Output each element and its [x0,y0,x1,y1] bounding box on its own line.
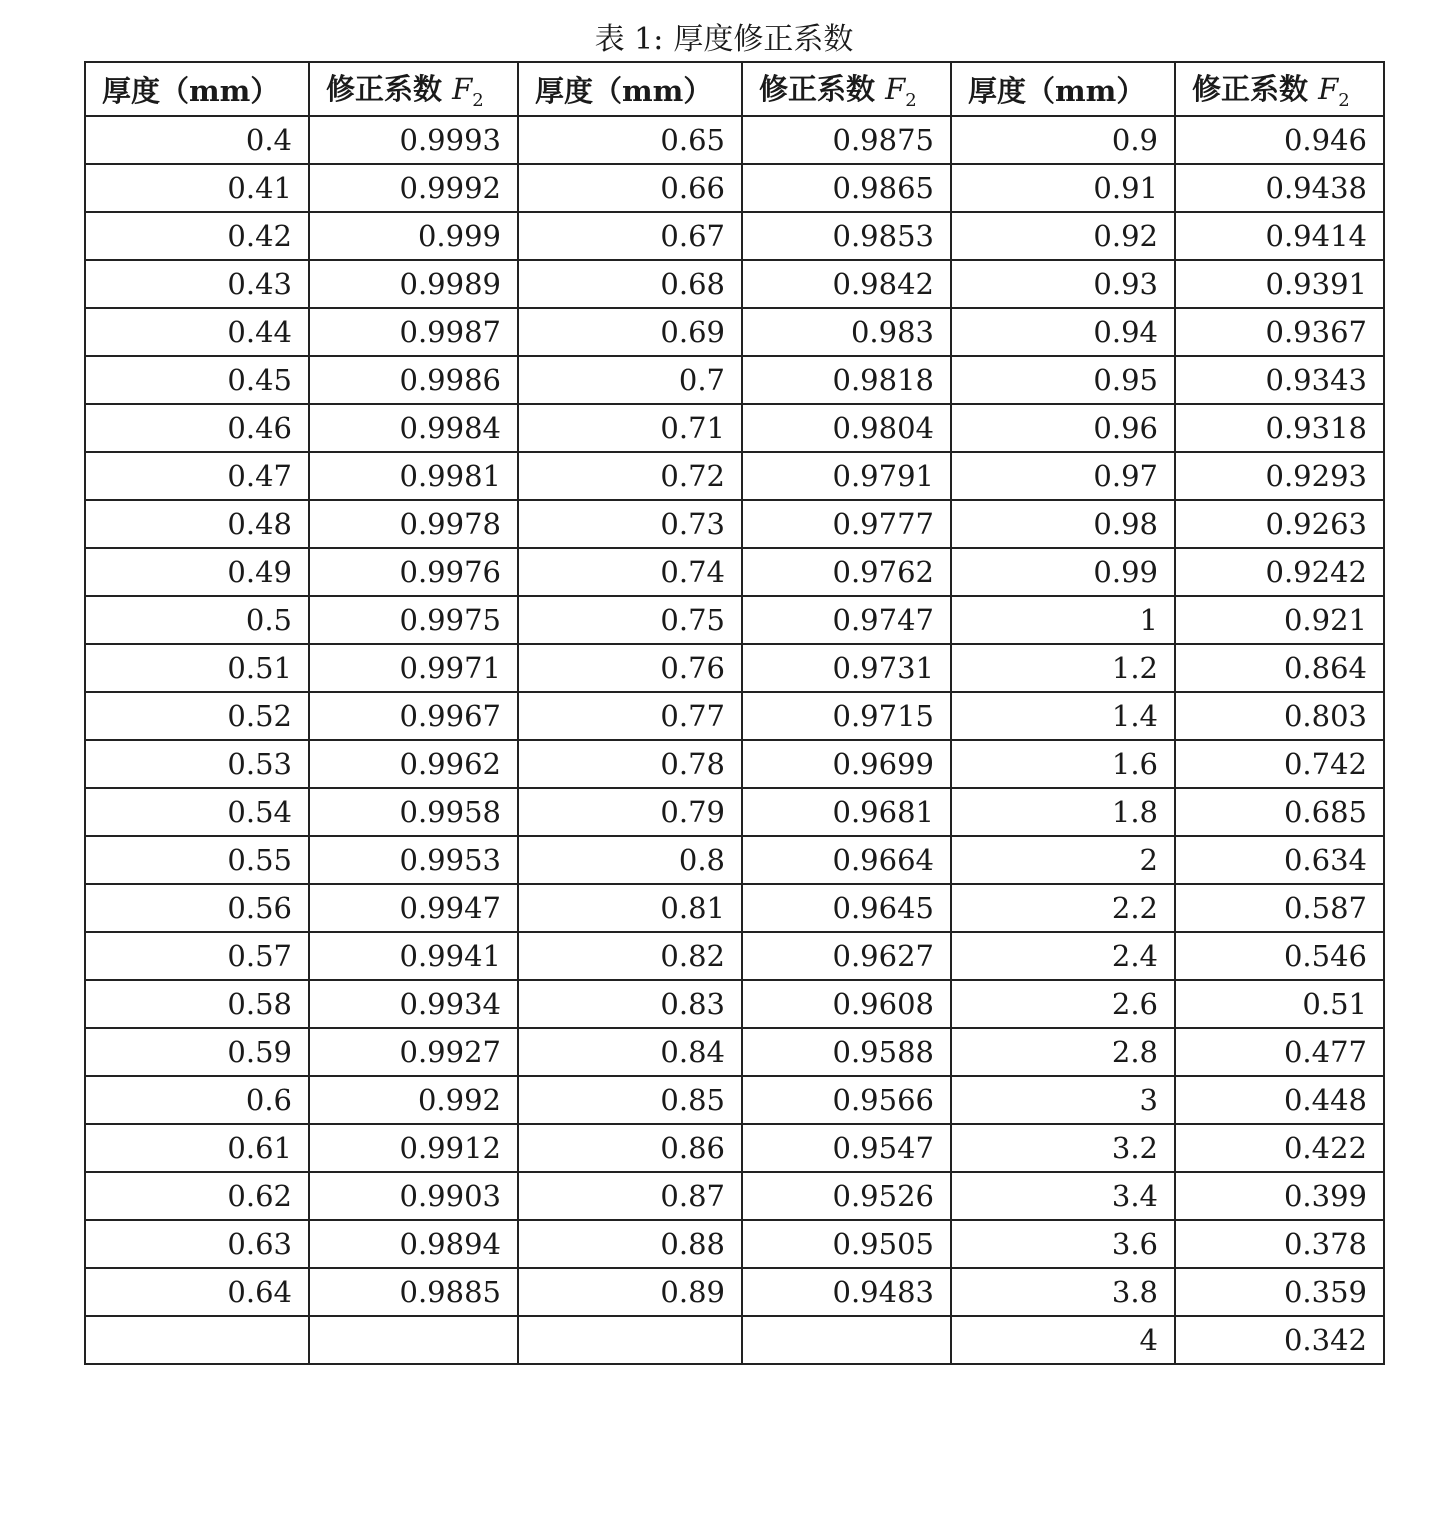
thickness-cell: 0.46 [85,404,309,452]
factor-cell [309,1316,518,1364]
column-header-label: 厚度（mm） [102,73,280,108]
thickness-cell: 0.69 [518,308,742,356]
factor-cell: 0.9731 [742,644,951,692]
column-header-label: 厚度（mm） [968,73,1146,108]
factor-cell: 0.9934 [309,980,518,1028]
factor-cell: 0.9953 [309,836,518,884]
factor-cell: 0.9865 [742,164,951,212]
thickness-cell: 2.8 [951,1028,1175,1076]
thickness-cell: 0.55 [85,836,309,884]
factor-cell: 0.448 [1175,1076,1384,1124]
factor-cell [742,1316,951,1364]
table-row [85,452,1384,500]
thickness-cell: 0.96 [951,404,1175,452]
factor-cell: 0.422 [1175,1124,1384,1172]
thickness-cell: 0.48 [85,500,309,548]
thickness-cell [85,1316,309,1364]
thickness-cell: 0.95 [951,356,1175,404]
table-row [85,356,1384,404]
thickness-cell: 0.58 [85,980,309,1028]
thickness-cell: 0.9 [951,116,1175,164]
thickness-cell: 0.78 [518,740,742,788]
factor-cell: 0.9318 [1175,404,1384,452]
thickness-cell: 0.67 [518,212,742,260]
column-header-label: 修正系数 [1192,72,1319,107]
thickness-cell: 0.57 [85,932,309,980]
factor-cell: 0.359 [1175,1268,1384,1316]
factor-cell: 0.9681 [742,788,951,836]
thickness-cell: 2.6 [951,980,1175,1028]
factor-cell: 0.9566 [742,1076,951,1124]
thickness-cell: 0.74 [518,548,742,596]
thickness-cell: 0.99 [951,548,1175,596]
factor-cell: 0.9762 [742,548,951,596]
table-row [85,212,1384,260]
factor-cell: 0.9242 [1175,548,1384,596]
factor-cell: 0.9699 [742,740,951,788]
thickness-cell: 4 [951,1316,1175,1364]
factor-cell: 0.9608 [742,980,951,1028]
factor-cell: 0.9978 [309,500,518,548]
thickness-cell: 3.2 [951,1124,1175,1172]
factor-symbol-subscript: 2 [905,89,917,111]
thickness-cell: 0.87 [518,1172,742,1220]
factor-cell: 0.9927 [309,1028,518,1076]
thickness-cell [518,1316,742,1364]
thickness-cell: 0.49 [85,548,309,596]
column-header-4 [951,62,1175,116]
factor-cell: 0.9976 [309,548,518,596]
factor-cell: 0.477 [1175,1028,1384,1076]
factor-cell: 0.9958 [309,788,518,836]
correction-factor-table [84,61,1385,1365]
thickness-cell: 0.68 [518,260,742,308]
column-header-1 [309,62,518,116]
factor-cell: 0.9853 [742,212,951,260]
factor-cell: 0.9791 [742,452,951,500]
factor-cell: 0.587 [1175,884,1384,932]
thickness-cell: 0.52 [85,692,309,740]
thickness-cell: 3.4 [951,1172,1175,1220]
thickness-cell: 1.4 [951,692,1175,740]
factor-cell: 0.685 [1175,788,1384,836]
table-row [85,1220,1384,1268]
column-header-2 [518,62,742,116]
factor-cell: 0.9842 [742,260,951,308]
factor-cell: 0.9804 [742,404,951,452]
factor-cell: 0.9987 [309,308,518,356]
thickness-cell: 0.5 [85,596,309,644]
table-row [85,1268,1384,1316]
thickness-cell: 0.65 [518,116,742,164]
thickness-cell: 0.54 [85,788,309,836]
table-row [85,1172,1384,1220]
factor-symbol-letter: F [1318,72,1339,107]
thickness-cell: 0.81 [518,884,742,932]
factor-cell: 0.9438 [1175,164,1384,212]
thickness-cell: 0.6 [85,1076,309,1124]
thickness-cell: 0.47 [85,452,309,500]
thickness-cell: 0.64 [85,1268,309,1316]
table-row [85,692,1384,740]
thickness-cell: 0.42 [85,212,309,260]
factor-cell: 0.399 [1175,1172,1384,1220]
factor-cell: 0.9505 [742,1220,951,1268]
factor-cell: 0.921 [1175,596,1384,644]
factor-cell: 0.9993 [309,116,518,164]
thickness-cell: 1.2 [951,644,1175,692]
table-row [85,884,1384,932]
thickness-cell: 0.92 [951,212,1175,260]
thickness-cell: 0.77 [518,692,742,740]
column-header-3 [742,62,951,116]
factor-cell: 0.9293 [1175,452,1384,500]
thickness-cell: 3.6 [951,1220,1175,1268]
factor-cell: 0.9588 [742,1028,951,1076]
thickness-cell: 0.85 [518,1076,742,1124]
table-row [85,836,1384,884]
thickness-cell: 0.45 [85,356,309,404]
factor-cell: 0.9483 [742,1268,951,1316]
thickness-cell: 2 [951,836,1175,884]
thickness-cell: 0.7 [518,356,742,404]
factor-symbol [885,72,917,111]
factor-cell: 0.9967 [309,692,518,740]
factor-cell: 0.946 [1175,116,1384,164]
thickness-cell: 0.76 [518,644,742,692]
factor-cell: 0.803 [1175,692,1384,740]
thickness-cell: 0.79 [518,788,742,836]
factor-symbol [1318,72,1350,111]
table-row [85,980,1384,1028]
thickness-cell: 1 [951,596,1175,644]
factor-cell: 0.9912 [309,1124,518,1172]
thickness-cell: 0.41 [85,164,309,212]
factor-symbol-letter: F [885,72,906,107]
thickness-cell: 0.91 [951,164,1175,212]
thickness-cell: 2.4 [951,932,1175,980]
table-row [85,1124,1384,1172]
thickness-cell: 0.71 [518,404,742,452]
thickness-cell: 0.66 [518,164,742,212]
factor-cell: 0.9526 [742,1172,951,1220]
thickness-cell: 0.59 [85,1028,309,1076]
thickness-cell: 3.8 [951,1268,1175,1316]
thickness-cell: 0.94 [951,308,1175,356]
factor-cell: 0.864 [1175,644,1384,692]
thickness-cell: 0.56 [85,884,309,932]
thickness-cell: 0.4 [85,116,309,164]
thickness-cell: 0.61 [85,1124,309,1172]
thickness-cell: 0.88 [518,1220,742,1268]
factor-cell: 0.9627 [742,932,951,980]
thickness-cell: 0.51 [85,644,309,692]
factor-cell: 0.9664 [742,836,951,884]
table-row [85,932,1384,980]
factor-cell: 0.634 [1175,836,1384,884]
factor-cell: 0.9885 [309,1268,518,1316]
thickness-cell: 0.89 [518,1268,742,1316]
thickness-cell: 2.2 [951,884,1175,932]
column-header-0 [85,62,309,116]
thickness-cell: 0.63 [85,1220,309,1268]
table-body [85,116,1384,1364]
factor-cell: 0.9263 [1175,500,1384,548]
table-row [85,740,1384,788]
table-row [85,644,1384,692]
thickness-cell: 1.6 [951,740,1175,788]
table-row [85,1028,1384,1076]
column-header-5 [1175,62,1384,116]
table-row [85,500,1384,548]
table-row [85,1076,1384,1124]
factor-cell: 0.9747 [742,596,951,644]
factor-cell: 0.9343 [1175,356,1384,404]
factor-symbol-subscript: 2 [1338,89,1350,111]
factor-cell: 0.9777 [742,500,951,548]
caption-label: 表 1: [594,22,664,57]
factor-cell: 0.9981 [309,452,518,500]
factor-cell: 0.9986 [309,356,518,404]
factor-cell: 0.742 [1175,740,1384,788]
thickness-cell: 0.83 [518,980,742,1028]
factor-cell: 0.983 [742,308,951,356]
factor-cell: 0.9903 [309,1172,518,1220]
factor-symbol [452,72,484,111]
thickness-cell: 0.53 [85,740,309,788]
factor-cell: 0.9989 [309,260,518,308]
factor-cell: 0.546 [1175,932,1384,980]
table-caption [0,20,1448,60]
header-row [85,62,1384,116]
factor-cell: 0.9947 [309,884,518,932]
factor-cell: 0.9547 [742,1124,951,1172]
thickness-cell: 3 [951,1076,1175,1124]
table-row [85,788,1384,836]
table-row [85,164,1384,212]
column-header-label: 厚度（mm） [535,73,713,108]
factor-cell: 0.9992 [309,164,518,212]
factor-cell: 0.9984 [309,404,518,452]
factor-cell: 0.9975 [309,596,518,644]
thickness-cell: 0.93 [951,260,1175,308]
table-row [85,116,1384,164]
table-row [85,308,1384,356]
factor-cell: 0.9941 [309,932,518,980]
factor-cell: 0.992 [309,1076,518,1124]
table-row [85,1316,1384,1364]
factor-cell: 0.9818 [742,356,951,404]
thickness-cell: 0.73 [518,500,742,548]
thickness-cell: 0.75 [518,596,742,644]
thickness-cell: 0.62 [85,1172,309,1220]
factor-cell: 0.9391 [1175,260,1384,308]
factor-cell: 0.9875 [742,116,951,164]
factor-cell: 0.342 [1175,1316,1384,1364]
column-header-label: 修正系数 [326,72,453,107]
factor-cell: 0.9414 [1175,212,1384,260]
thickness-cell: 0.82 [518,932,742,980]
table-row [85,260,1384,308]
factor-cell: 0.9645 [742,884,951,932]
table-row [85,404,1384,452]
thickness-cell: 0.86 [518,1124,742,1172]
factor-cell: 0.9894 [309,1220,518,1268]
column-header-label: 修正系数 [759,72,886,107]
factor-cell: 0.51 [1175,980,1384,1028]
factor-symbol-subscript: 2 [472,89,484,111]
thickness-cell: 0.72 [518,452,742,500]
factor-cell: 0.378 [1175,1220,1384,1268]
thickness-cell: 0.84 [518,1028,742,1076]
factor-cell: 0.9367 [1175,308,1384,356]
factor-cell: 0.9962 [309,740,518,788]
factor-symbol-letter: F [452,72,473,107]
thickness-cell: 0.8 [518,836,742,884]
thickness-cell: 0.98 [951,500,1175,548]
factor-cell: 0.9715 [742,692,951,740]
thickness-cell: 1.8 [951,788,1175,836]
thickness-cell: 0.43 [85,260,309,308]
table-row [85,596,1384,644]
caption-title: 厚度修正系数 [673,22,854,57]
factor-cell: 0.9971 [309,644,518,692]
thickness-cell: 0.97 [951,452,1175,500]
factor-cell: 0.999 [309,212,518,260]
thickness-cell: 0.44 [85,308,309,356]
table-row [85,548,1384,596]
